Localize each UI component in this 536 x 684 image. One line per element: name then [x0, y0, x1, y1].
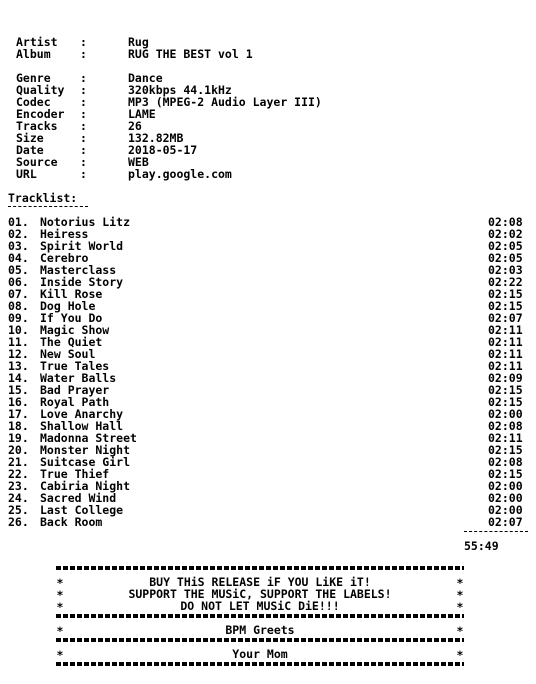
track-number: 05. — [8, 263, 29, 277]
info-separator: : — [80, 35, 87, 49]
banner-star: * — [56, 648, 64, 662]
track-title: Cerebro — [40, 251, 89, 265]
banner-border — [56, 662, 464, 666]
track-number: 09. — [8, 311, 29, 325]
info-key: Artist — [16, 35, 58, 49]
track-title: If You Do — [40, 311, 103, 325]
track-title: Notorius Litz — [40, 215, 131, 229]
banner-star: * — [56, 576, 64, 590]
banner-star: * — [456, 648, 464, 662]
track-number: 25. — [8, 503, 29, 517]
track-duration: 02:22 — [488, 275, 523, 289]
info-key: Date — [16, 143, 44, 157]
track-duration: 02:08 — [488, 215, 523, 229]
track-number: 15. — [8, 383, 29, 397]
track-duration: 02:00 — [488, 479, 523, 493]
info-separator: : — [80, 155, 87, 169]
info-separator: : — [80, 71, 87, 85]
track-duration: 02:07 — [488, 515, 523, 529]
banner-line: SUPPORT THE MUSiC, SUPPORT THE LABELS! — [128, 587, 392, 601]
banner-star: * — [56, 624, 64, 638]
info-separator: : — [80, 107, 87, 121]
total-divider — [464, 531, 528, 532]
track-title: New Soul — [40, 347, 96, 361]
track-title: Sacred Wind — [40, 491, 117, 505]
track-number: 26. — [8, 515, 29, 529]
info-value: 320kbps 44.1kHz — [128, 83, 232, 97]
track-title: Water Balls — [40, 371, 117, 385]
tracklist-underline — [8, 206, 88, 207]
banner-star: * — [456, 588, 464, 602]
track-title: True Thief — [40, 467, 110, 481]
info-value: 2018-05-17 — [128, 143, 198, 157]
track-duration: 02:05 — [488, 239, 523, 253]
track-duration: 02:09 — [488, 371, 523, 385]
track-title: Dog Hole — [40, 299, 96, 313]
track-duration: 02:03 — [488, 263, 523, 277]
banner-border — [56, 614, 464, 618]
info-value: Dance — [128, 71, 163, 85]
banner-border — [56, 566, 464, 570]
track-number: 08. — [8, 299, 29, 313]
info-key: Encoder — [16, 107, 65, 121]
track-duration: 02:11 — [488, 359, 523, 373]
track-number: 13. — [8, 359, 29, 373]
track-duration: 02:00 — [488, 503, 523, 517]
banner-border — [56, 638, 464, 642]
track-duration: 02:11 — [488, 323, 523, 337]
track-number: 21. — [8, 455, 29, 469]
banner-star: * — [56, 600, 64, 614]
tracklist-heading: Tracklist: — [8, 191, 78, 205]
track-title: Heiress — [40, 227, 89, 241]
track-duration: 02:11 — [488, 335, 523, 349]
track-duration: 02:11 — [488, 431, 523, 445]
track-duration: 02:15 — [488, 299, 523, 313]
track-duration: 02:00 — [488, 491, 523, 505]
track-duration: 02:15 — [488, 395, 523, 409]
track-duration: 02:15 — [488, 467, 523, 481]
info-separator: : — [80, 143, 87, 157]
info-separator: : — [80, 83, 87, 97]
track-duration: 02:08 — [488, 455, 523, 469]
info-value: LAME — [128, 107, 156, 121]
track-duration: 02:07 — [488, 311, 523, 325]
track-title: Shallow Hall — [40, 419, 124, 433]
info-key: Genre — [16, 71, 51, 85]
mom-line: Your Mom — [232, 647, 288, 661]
info-value: play.google.com — [128, 167, 232, 181]
track-duration: 02:15 — [488, 287, 523, 301]
info-key: Tracks — [16, 119, 58, 133]
info-key: Quality — [16, 83, 65, 97]
track-title: Spirit World — [40, 239, 124, 253]
banner-star: * — [56, 588, 64, 602]
info-key: Codec — [16, 95, 51, 109]
track-number: 02. — [8, 227, 29, 241]
track-title: Love Anarchy — [40, 407, 124, 421]
info-value: Rug — [128, 35, 149, 49]
track-duration: 02:15 — [488, 443, 523, 457]
track-duration: 02:11 — [488, 347, 523, 361]
track-title: Cabiria Night — [40, 479, 131, 493]
track-title: Monster Night — [40, 443, 131, 457]
banner-star: * — [456, 624, 464, 638]
track-duration: 02:15 — [488, 383, 523, 397]
info-separator: : — [80, 131, 87, 145]
track-number: 24. — [8, 491, 29, 505]
info-separator: : — [80, 47, 87, 61]
track-number: 06. — [8, 275, 29, 289]
track-number: 20. — [8, 443, 29, 457]
banner-line: DO NOT LET MUSiC DiE!!! — [180, 599, 340, 613]
track-number: 19. — [8, 431, 29, 445]
track-duration: 02:08 — [488, 419, 523, 433]
track-number: 10. — [8, 323, 29, 337]
banner-star: * — [456, 576, 464, 590]
track-number: 11. — [8, 335, 29, 349]
track-title: Suitcase Girl — [40, 455, 131, 469]
track-number: 16. — [8, 395, 29, 409]
track-title: Last College — [40, 503, 124, 517]
track-number: 18. — [8, 419, 29, 433]
info-separator: : — [80, 95, 87, 109]
info-value: 26 — [128, 119, 142, 133]
info-key: Size — [16, 131, 44, 145]
track-title: Back Room — [40, 515, 103, 529]
info-value: 132.82MB — [128, 131, 184, 145]
info-key: Album — [16, 47, 51, 61]
track-duration: 02:02 — [488, 227, 523, 241]
track-number: 12. — [8, 347, 29, 361]
track-title: Royal Path — [40, 395, 110, 409]
track-title: The Quiet — [40, 335, 103, 349]
track-number: 03. — [8, 239, 29, 253]
info-separator: : — [80, 119, 87, 133]
track-title: Inside Story — [40, 275, 124, 289]
total-duration: 55:49 — [464, 539, 499, 553]
info-separator: : — [80, 167, 87, 181]
track-number: 17. — [8, 407, 29, 421]
info-value: WEB — [128, 155, 149, 169]
info-value: RUG THE BEST vol 1 — [128, 47, 253, 61]
track-number: 14. — [8, 371, 29, 385]
info-value: MP3 (MPEG-2 Audio Layer III) — [128, 95, 322, 109]
track-duration: 02:00 — [488, 407, 523, 421]
track-title: True Tales — [40, 359, 110, 373]
track-number: 01. — [8, 215, 29, 229]
track-duration: 02:05 — [488, 251, 523, 265]
track-title: Masterclass — [40, 263, 117, 277]
track-number: 23. — [8, 479, 29, 493]
track-number: 22. — [8, 467, 29, 481]
banner-star: * — [456, 600, 464, 614]
info-key: Source — [16, 155, 58, 169]
track-title: Madonna Street — [40, 431, 137, 445]
track-number: 07. — [8, 287, 29, 301]
info-key: URL — [16, 167, 37, 181]
banner-line: BUY THiS RELEASE iF YOU LiKE iT! — [149, 575, 371, 589]
track-number: 04. — [8, 251, 29, 265]
greets-line: BPM Greets — [225, 623, 295, 637]
track-title: Bad Prayer — [40, 383, 110, 397]
track-title: Kill Rose — [40, 287, 103, 301]
track-title: Magic Show — [40, 323, 110, 337]
